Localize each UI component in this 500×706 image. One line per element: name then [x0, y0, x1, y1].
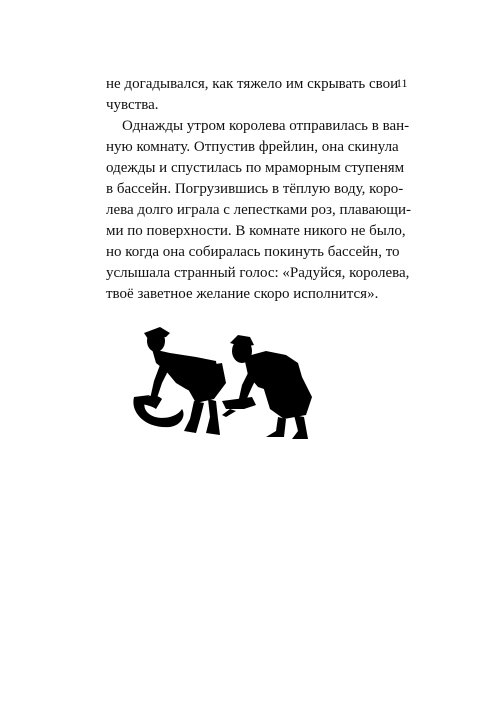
text-line: твоё заветное желание скоро исполнится». — [106, 286, 379, 302]
text-line: Однажды утром королева отправилась в ван- — [122, 118, 410, 134]
text-line: чувства. — [106, 97, 159, 113]
silhouette-left-figure — [133, 327, 226, 435]
silhouette-right-figure — [222, 335, 312, 439]
text-line: не догадывался, как тяжело им скрывать свои — [106, 76, 399, 92]
text-line: ную комнату. Отпустив фрейлин, она скинула — [106, 139, 399, 155]
paragraph-1 — [106, 74, 399, 116]
text-line: в бассейн. Погрузившись в тёплую воду, коро- — [106, 181, 404, 197]
page-number: 11 — [396, 76, 408, 90]
silhouette-two-figures-icon — [126, 323, 366, 443]
text-line: одежды и спустилась по мраморным ступеням — [106, 160, 405, 176]
text-line: ми по поверхности. В комнате никого не было, — [106, 223, 406, 239]
text-line: но когда она собиралась покинуть бассейн, то — [106, 244, 400, 260]
text-line: лева долго играла с лепестками роз, плавающи- — [106, 202, 411, 218]
paragraph-2 — [106, 116, 411, 305]
text-line: услышала странный голос: «Радуйся, королева, — [106, 265, 410, 281]
